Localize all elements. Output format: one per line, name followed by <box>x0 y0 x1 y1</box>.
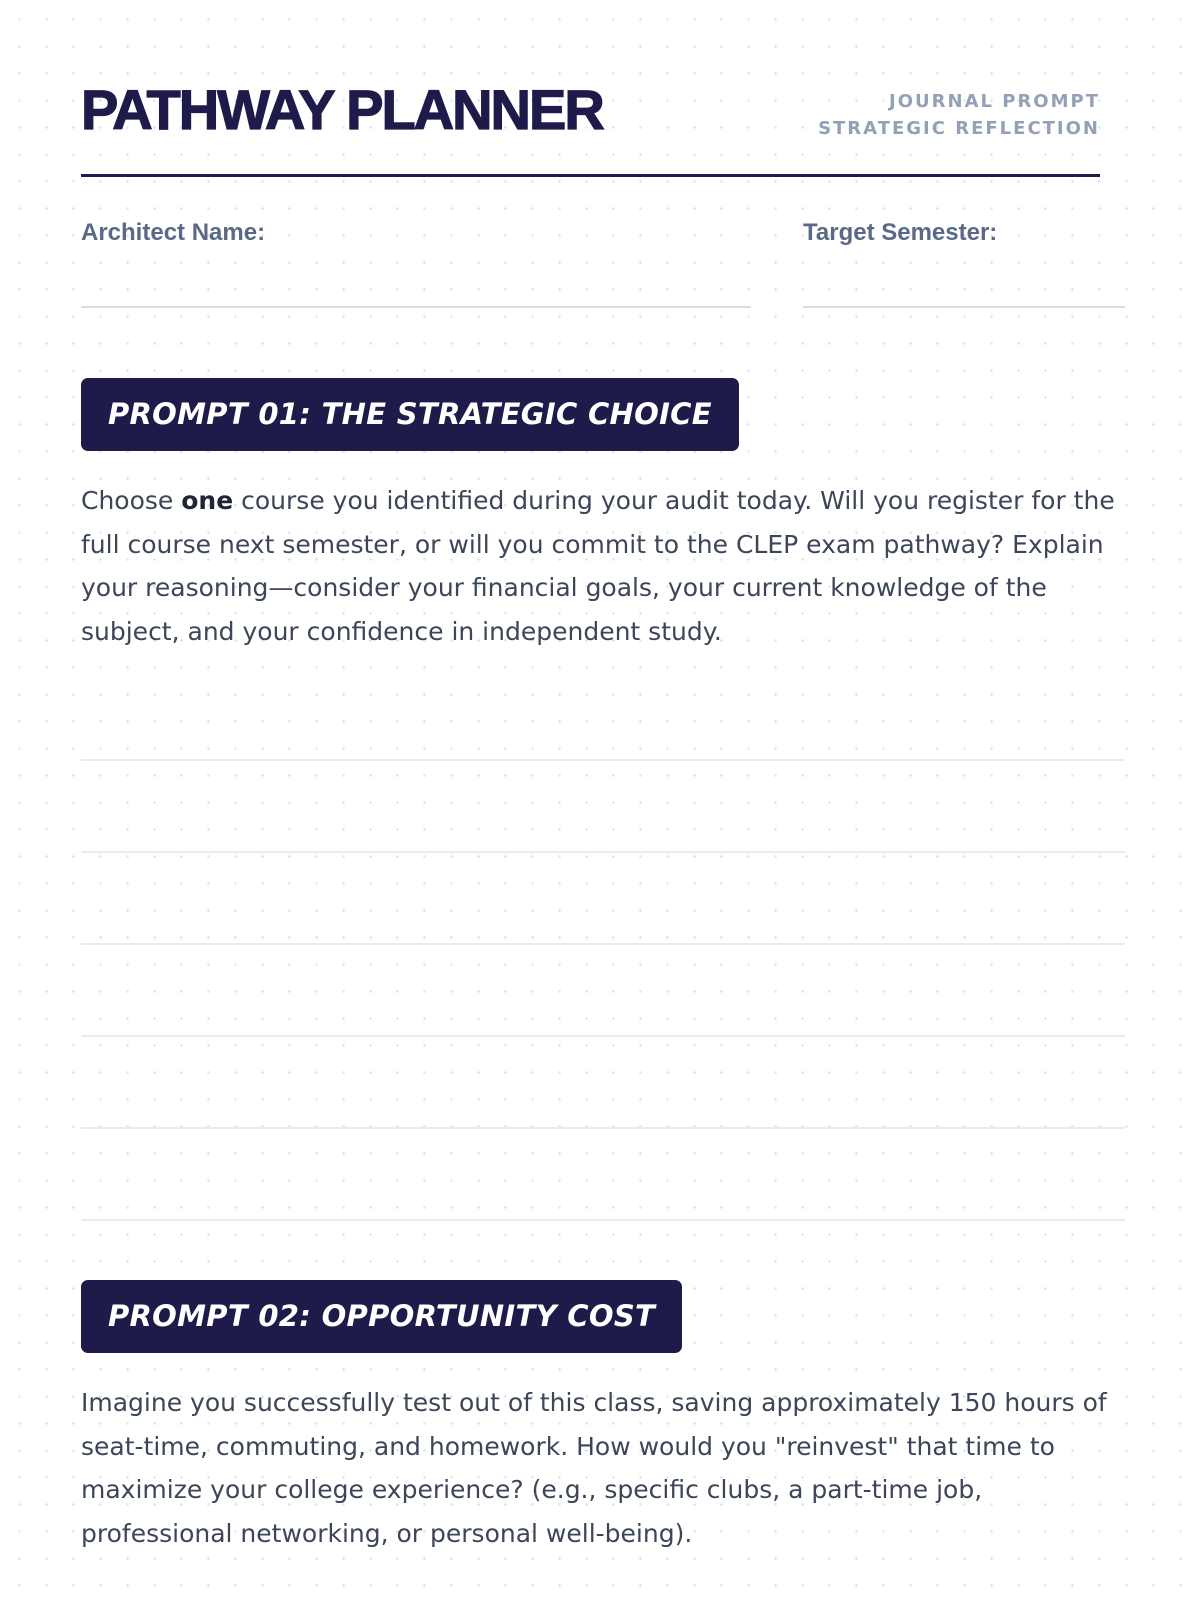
page-title: PATHWAY PLANNER <box>81 78 603 141</box>
prompt-01-text <box>81 479 1125 653</box>
architect-name-field[interactable] <box>81 219 751 308</box>
answer-line[interactable] <box>81 669 1125 761</box>
answer-line[interactable] <box>81 1129 1125 1221</box>
prompt-01-text-start: Choose <box>81 486 182 515</box>
prompt-02-section <box>81 1280 1125 1555</box>
architect-name-label: Architect Name: <box>81 219 266 246</box>
answer-line[interactable] <box>81 853 1125 945</box>
target-semester-field[interactable] <box>803 219 1125 308</box>
answer-line[interactable] <box>81 761 1125 853</box>
answer-line[interactable] <box>81 945 1125 1037</box>
page-header <box>81 0 1100 177</box>
prompt-02-heading: PROMPT 02: OPPORTUNITY COST <box>81 1280 682 1353</box>
prompt-01-answer-area[interactable] <box>81 669 1125 1221</box>
prompt-01-heading: PROMPT 01: THE STRATEGIC CHOICE <box>81 378 739 451</box>
prompt-02-text: Imagine you successfully test out of this class, saving approximately 150 hours of seat-time, commuting, and homework. How would you "reinvest" that time to maximize your college experience? (e.g., specific clubs, a part-time job, professional networking, or personal well-being). <box>81 1388 1107 1548</box>
prompt-01-text-rest: course you identified during your audit today. Will you register for the full course next semester, or will you commit to the CLEP exam pathway? Explain your reasoning—consider your financial goals, your current knowledge of the subject, and your confidence in independent study. <box>81 486 1115 646</box>
prompt-01-section <box>81 378 1125 1221</box>
meta-journal-prompt: JOURNAL PROMPT <box>889 91 1100 112</box>
info-fields <box>81 177 1100 312</box>
header-meta <box>818 88 1100 142</box>
target-semester-label: Target Semester: <box>803 219 998 246</box>
prompt-01-emphasis: one <box>181 486 234 515</box>
meta-strategic-reflection: STRATEGIC REFLECTION <box>818 118 1100 139</box>
answer-line[interactable] <box>81 1037 1125 1129</box>
